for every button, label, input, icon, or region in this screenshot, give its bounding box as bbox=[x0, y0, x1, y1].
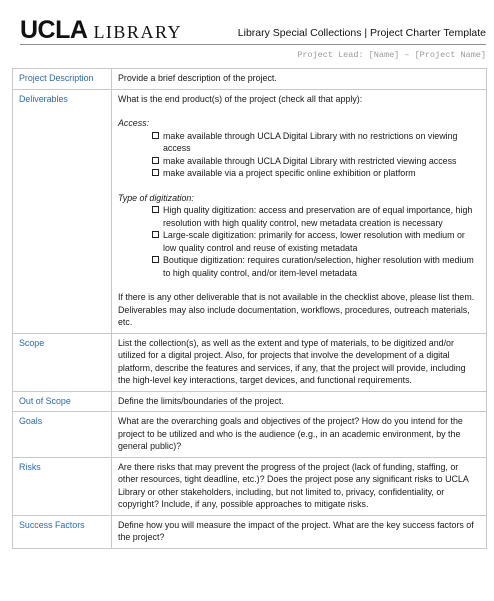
access-checklist bbox=[152, 130, 480, 180]
document-title: Library Special Collections | Project Charter Template bbox=[237, 27, 486, 39]
checklist-item-label: make available through UCLA Digital Library with no restrictions on viewing access bbox=[163, 130, 458, 153]
checklist-item-label: High quality digitization: access and preservation are of equal importance, high resolution with high quality control, new metadata creation is necessary bbox=[163, 205, 473, 228]
document-header bbox=[0, 0, 494, 68]
row-project-description bbox=[13, 69, 487, 90]
row-label: Deliverables bbox=[13, 89, 112, 333]
access-heading: Access: bbox=[118, 118, 150, 128]
digitization-heading: Type of digitization: bbox=[118, 192, 194, 203]
checkbox[interactable] bbox=[152, 132, 159, 139]
row-risks bbox=[13, 457, 487, 515]
row-label: Success Factors bbox=[13, 515, 112, 548]
row-content[interactable] bbox=[112, 89, 487, 333]
row-content[interactable]: Provide a brief description of the project. bbox=[112, 69, 487, 90]
digitization-checklist bbox=[152, 204, 480, 279]
row-success-factors bbox=[13, 515, 487, 548]
row-goals bbox=[13, 412, 487, 458]
logo-library-wordmark: LIBRARY bbox=[93, 22, 182, 42]
row-content[interactable]: Are there risks that may prevent the progress of the project (lack of funding, staffing, or other resources, tight deadline, etc.)? Does the project pose any significant risks to UCLA Library or other stakeholders, including, but not limited to, privacy, confidentiality, or copyright? Include, if any, possible approaches to mitigate risks. bbox=[112, 457, 487, 515]
checklist-item bbox=[152, 130, 480, 155]
project-lead-line: Project Lead: [Name] – [Project Name] bbox=[297, 50, 486, 60]
row-content[interactable]: Define how you will measure the impact of the project. What are the key success factors of the project? bbox=[112, 515, 487, 548]
row-out-of-scope bbox=[13, 391, 487, 412]
ucla-library-logo bbox=[20, 16, 182, 45]
row-label: Risks bbox=[13, 457, 112, 515]
row-content[interactable]: List the collection(s), as well as the extent and type of materials, to be digitized and/or utilized for a digital project. Also, for projects that involve the development of a digital platform, describe the features and services, if any, that the project will provide, including the high-level key interactions, target devices, and functional requirements. bbox=[112, 333, 487, 391]
checklist-item bbox=[152, 204, 480, 229]
row-label: Out of Scope bbox=[13, 391, 112, 412]
logo-ucla-wordmark: UCLA bbox=[20, 16, 88, 44]
checkbox[interactable] bbox=[152, 231, 159, 238]
checkbox[interactable] bbox=[152, 157, 159, 164]
row-label: Goals bbox=[13, 412, 112, 458]
row-scope bbox=[13, 333, 487, 391]
deliverables-closing: If there is any other deliverable that is not available in the checklist above, please list them. Deliverables may also include documentation, workflows, procedures, outreach materials, etc. bbox=[118, 292, 475, 327]
row-label: Project Description bbox=[13, 69, 112, 90]
checklist-item bbox=[152, 229, 480, 254]
checkbox[interactable] bbox=[152, 206, 159, 213]
checklist-item bbox=[152, 155, 480, 168]
deliverables-intro: What is the end product(s) of the project (check all that apply): bbox=[118, 93, 363, 104]
checklist-item-label: make available through UCLA Digital Library with restricted viewing access bbox=[163, 155, 457, 166]
checklist-item-label: Large-scale digitization: primarily for access, lower resolution with medium or low quality control and reuse of existing metadata bbox=[163, 230, 465, 253]
row-deliverables bbox=[13, 89, 487, 333]
checklist-item bbox=[152, 167, 480, 180]
checklist-item-label: make available via a project specific online exhibition or platform bbox=[163, 168, 416, 178]
checklist-item-label: Boutique digitization: requires curation/selection, higher resolution with medium to high quality control, and/or item-level metadata bbox=[163, 255, 474, 278]
row-label: Scope bbox=[13, 333, 112, 391]
checkbox[interactable] bbox=[152, 256, 159, 263]
checklist-item bbox=[152, 254, 480, 279]
header-divider bbox=[20, 44, 486, 45]
row-content[interactable]: Define the limits/boundaries of the project. bbox=[112, 391, 487, 412]
row-content[interactable]: What are the overarching goals and objectives of the project? How do you intend for the project to be utilized and who is the audience (e.g., in an academic environment, by the general public)? bbox=[112, 412, 487, 458]
project-charter-table bbox=[12, 68, 487, 549]
checkbox[interactable] bbox=[152, 169, 159, 176]
